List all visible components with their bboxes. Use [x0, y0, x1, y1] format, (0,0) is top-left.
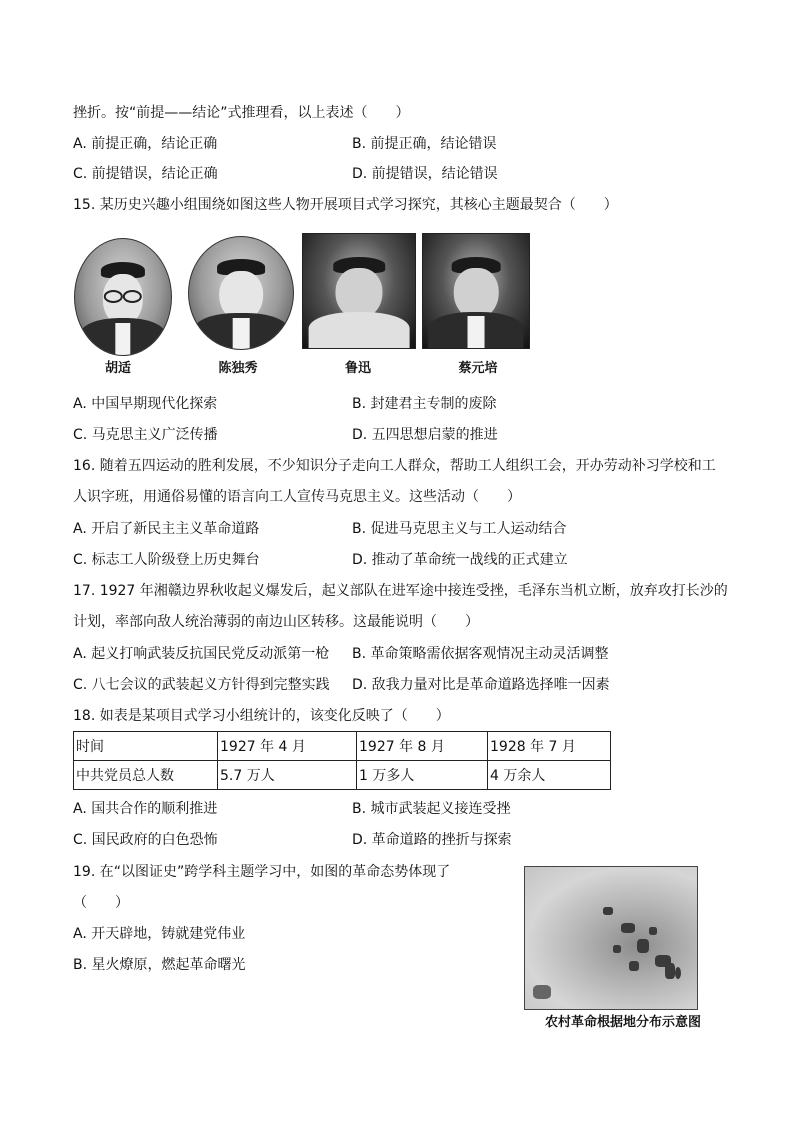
q19-answer-paren: （ ） [73, 895, 129, 911]
portrait-chen-duxiu [188, 236, 294, 350]
q19-option-b[interactable]: B. 星火燎原，燃起革命曙光 [73, 957, 246, 973]
q15-option-b[interactable]: B. 封建君主专制的废除 [352, 396, 497, 412]
q17-option-d[interactable]: D. 敌我力量对比是革命道路选择唯一因素 [352, 677, 610, 693]
q19-stem: 19. 在“以图证史”跨学科主题学习中，如图的革命态势体现了 [73, 864, 451, 880]
table-cell: 5.7 万人 [218, 761, 357, 790]
q17-option-c[interactable]: C. 八七会议的武装起义方针得到完整实践 [73, 677, 330, 693]
q18-option-d[interactable]: D. 革命道路的挫折与探索 [352, 832, 512, 848]
portrait-lu-xun [302, 233, 416, 349]
q15-option-d[interactable]: D. 五四思想启蒙的推进 [352, 427, 498, 443]
table-header-row [74, 732, 611, 761]
q15-option-a[interactable]: A. 中国早期现代化探索 [73, 396, 218, 412]
table-cell: 时间 [74, 732, 218, 761]
q19-option-a[interactable]: A. 开天辟地，铸就建党伟业 [73, 926, 246, 942]
caption-lu-xun: 鲁迅 [344, 361, 371, 376]
table-cell: 中共党员总人数 [74, 761, 218, 790]
map-caption: 农村革命根据地分布示意图 [545, 1015, 702, 1030]
q15-stem: 15. 某历史兴趣小组围绕如图这些人物开展项目式学习探究，其核心主题最契合（ ） [73, 197, 618, 213]
party-membership-table [73, 731, 611, 790]
caption-hu-shi: 胡适 [104, 361, 131, 376]
table-row [74, 761, 611, 790]
q18-stem: 18. 如表是某项目式学习小组统计的，该变化反映了（ ） [73, 708, 450, 724]
q16-stem-line1: 16. 随着五四运动的胜利发展，不少知识分子走向工人群众，帮助工人组织工会，开办劳动补习学校和工 [73, 458, 716, 474]
q14-option-a[interactable]: A. 前提正确，结论正确 [73, 136, 218, 152]
portrait-cai-yuanpei [422, 233, 530, 349]
q16-option-b[interactable]: B. 促进马克思主义与工人运动结合 [352, 521, 567, 537]
q17-option-a[interactable]: A. 起义打响武装反抗国民党反动派第一枪 [73, 646, 330, 662]
caption-chen-duxiu: 陈独秀 [218, 361, 258, 376]
q17-option-b[interactable]: B. 革命策略需依据客观情况主动灵活调整 [352, 646, 609, 662]
q14-option-d[interactable]: D. 前提错误，结论错误 [352, 166, 498, 182]
q18-option-a[interactable]: A. 国共合作的顺利推进 [73, 801, 218, 817]
table-cell: 1927 年 4 月 [218, 732, 357, 761]
question-14-continuation: 挫折。按“前提——结论”式推理看，以上表述（ ） [73, 105, 410, 121]
q17-stem-line2: 计划，率部向敌人统治薄弱的南边山区转移。这最能说明（ ） [73, 614, 479, 630]
caption-cai-yuanpei: 蔡元培 [458, 361, 498, 376]
q16-stem-line2: 人识字班，用通俗易懂的语言向工人宣传马克思主义。这些活动（ ） [73, 489, 521, 505]
table-cell: 4 万余人 [488, 761, 611, 790]
q16-option-d[interactable]: D. 推动了革命统一战线的正式建立 [352, 552, 568, 568]
table-cell: 1 万多人 [357, 761, 488, 790]
q16-option-a[interactable]: A. 开启了新民主主义革命道路 [73, 521, 260, 537]
q18-option-c[interactable]: C. 国民政府的白色恐怖 [73, 832, 218, 848]
q14-option-b[interactable]: B. 前提正确，结论错误 [352, 136, 497, 152]
q18-option-b[interactable]: B. 城市武装起义接连受挫 [352, 801, 511, 817]
q15-option-c[interactable]: C. 马克思主义广泛传播 [73, 427, 218, 443]
portrait-hu-shi [74, 238, 172, 356]
q16-option-c[interactable]: C. 标志工人阶级登上历史舞台 [73, 552, 260, 568]
q14-option-c[interactable]: C. 前提错误，结论正确 [73, 166, 218, 182]
table-cell: 1927 年 8 月 [357, 732, 488, 761]
table-cell: 1928 年 7 月 [488, 732, 611, 761]
rural-base-map-image [524, 866, 698, 1010]
q17-stem-line1: 17. 1927 年湘赣边界秋收起义爆发后，起义部队在进军途中接连受挫，毛泽东当机立断，放弃攻打长沙的 [73, 583, 728, 599]
